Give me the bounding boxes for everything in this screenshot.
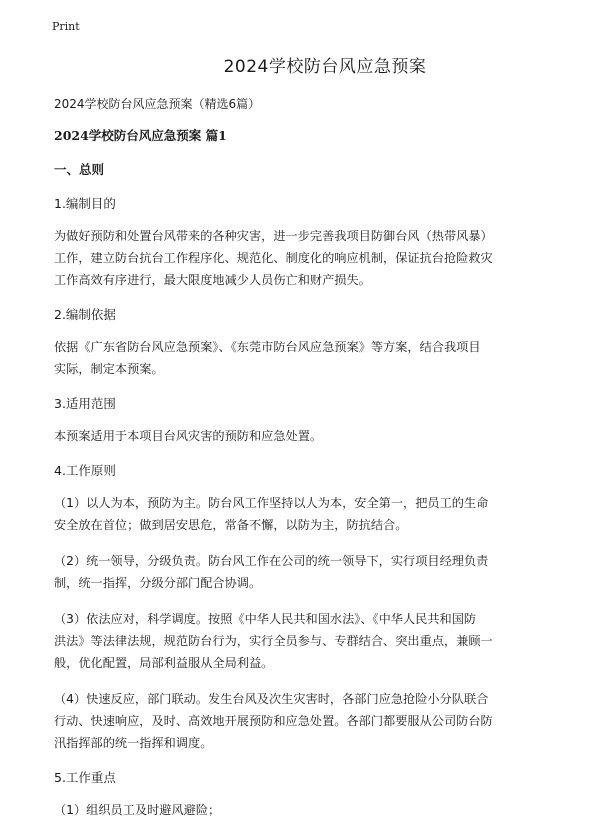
paragraph-scope: 本预案适用于本项目台风灾害的预防和应急处置。 xyxy=(54,429,323,443)
heading-key-points: 5.工作重点 xyxy=(54,770,116,785)
paragraph-key-1: （1）组织员工及时避风避险； xyxy=(54,803,221,817)
heading-principles: 4.工作原则 xyxy=(54,463,116,478)
paragraph-principle-4: （4）快速反应，部门联动。发生台风及次生灾害时，各部门应急抢险小分队联合 行动、快速响应，及时、高效地开展预防和应急处置。各部门都要服从公司防台防 汛指挥部的统一指挥和调度。 xyxy=(54,692,493,750)
heading-basis: 2.编制依据 xyxy=(54,307,116,322)
heading-purpose: 1.编制目的 xyxy=(54,196,116,211)
paragraph-principle-2: （2）统一领导，分级负责。防台风工作在公司的统一领导下，实行项目经理负责 制，统一指挥，分级分部门配合协调。 xyxy=(54,554,489,590)
heading-scope: 3.适用范围 xyxy=(54,396,116,411)
document-title: 2024学校防台风应急预案 xyxy=(223,57,427,77)
document-page xyxy=(54,52,554,835)
paragraph-principle-3: （3）依法应对，科学调度。按照《中华人民共和国水法》、《中华人民共和国防 洪法》等法律法规，规范防台行为，实行全员参与、专群结合、突出重点，兼顾一 般，优化配置，局部利益服从全局利益。 xyxy=(54,612,493,670)
paragraph-basis: 依据《广东省防台风应急预案》、《东莞市防台风应急预案》等方案，结合我项目 实际，制定本预案。 xyxy=(54,340,481,376)
print-label[interactable]: Print xyxy=(52,20,80,33)
section-heading: 2024学校防台风应急预案 篇1 xyxy=(54,128,227,143)
paragraph-principle-1: （1）以人为本，预防为主。防台风工作坚持以人为本，安全第一，把员工的生命 安全放在首位；做到居安思危，常备不懈，以防为主，防抗结合。 xyxy=(54,496,489,532)
document-subtitle: 2024学校防台风应急预案（精选6篇） xyxy=(54,97,261,111)
heading-general: 一、总则 xyxy=(54,162,105,177)
paragraph-purpose: 为做好预防和处置台风带来的各种灾害，进一步完善我项目防御台风（热带风暴） 工作，建立防台抗台工作程序化、规范化、制度化的响应机制，保证抗台抢险救灾 工作高效有序进行，最大限度地减少人员伤亡和财产损失。 xyxy=(54,229,493,287)
